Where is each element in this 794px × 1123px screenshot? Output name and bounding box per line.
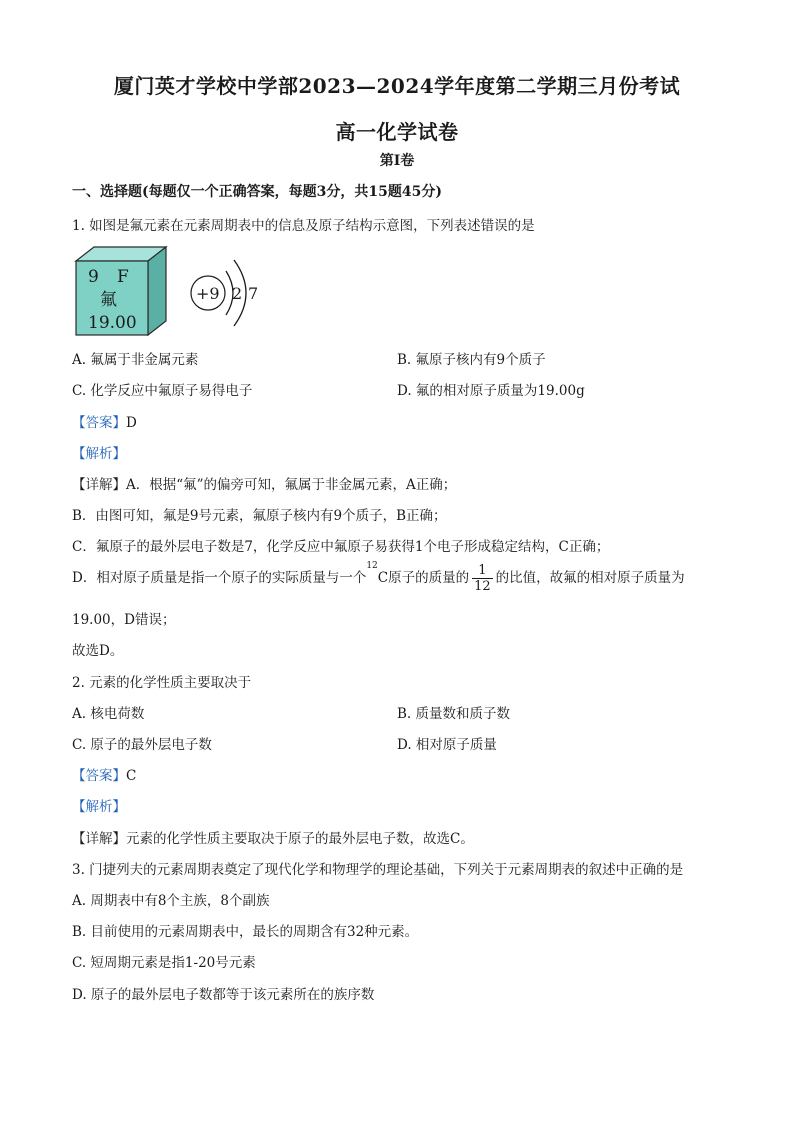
q1-option-a: A. 氟属于非金属元素 <box>72 352 199 368</box>
answer-label: 【答案】 <box>72 415 126 431</box>
detail-label: 【详解】 <box>72 477 126 493</box>
q1-option-d: D. 氟的相对原子质量为19.00g <box>397 383 585 399</box>
element-cell-side <box>148 247 166 335</box>
q1-detail-d <box>72 563 685 594</box>
q3-option-d: D. 原子的最外层电子数都等于该元素所在的族序数 <box>72 987 375 1003</box>
q1-analysis-label <box>72 442 126 462</box>
detail-text: 元素的化学性质主要取决于原子的最外层电子数，故选C。 <box>126 831 474 847</box>
nucleus-charge: +9 <box>196 284 220 303</box>
detail-label: 【详解】 <box>72 831 126 847</box>
shell-1-electrons: 2 <box>232 284 243 303</box>
q2-option-c: C. 原子的最外层电子数 <box>72 737 212 753</box>
element-name: 氟 <box>100 290 117 310</box>
q1-detail-a <box>72 473 456 493</box>
q3-option-a: A. 周期表中有8个主族，8个副族 <box>72 893 270 909</box>
shell-2-electrons: 7 <box>248 284 259 303</box>
isotope-superscript: 12 <box>366 561 378 571</box>
fraction-numerator: 1 <box>472 563 493 579</box>
q1-option-c: C. 化学反应中氟原子易得电子 <box>72 383 253 399</box>
detail-d-mid: C原子的质量的 <box>377 570 470 586</box>
q2-analysis-label <box>72 795 126 815</box>
q1-conclusion: 故选D。 <box>72 643 124 659</box>
atomic-mass: 19.00 <box>88 313 137 333</box>
q1-detail-d-line2: 19.00，D错误； <box>72 612 176 628</box>
q1-detail-c: C．氟原子的最外层电子数是7，化学反应中氟原子易获得1个电子形成稳定结构，C正确； <box>72 539 610 555</box>
q3-option-b: B. 目前使用的元素周期表中，最长的周期含有32种元素。 <box>72 924 419 940</box>
answer-value: D <box>126 415 137 431</box>
q2-detail <box>72 827 474 847</box>
detail-d-post: 的比值，故氟的相对原子质量为 <box>495 570 685 586</box>
q1-answer <box>72 411 137 431</box>
atomic-number: 9 <box>88 267 99 287</box>
q2-stem: 2. 元素的化学性质主要取决于 <box>72 675 252 691</box>
fluorine-figure <box>74 245 274 345</box>
q1-detail-b: B．由图可知，氟是9号元素，氟原子核内有9个质子，B正确； <box>72 508 447 524</box>
q2-option-a: A. 核电荷数 <box>72 706 145 722</box>
q2-option-b: B. 质量数和质子数 <box>397 706 511 722</box>
element-symbol: F <box>117 267 129 287</box>
q3-stem: 3. 门捷列夫的元素周期表奠定了现代化学和物理学的理论基础，下列关于元素周期表的叙述中正确的是 <box>72 862 684 878</box>
exam-subtitle: 高一化学试卷 <box>335 120 459 144</box>
volume-label: 第I卷 <box>379 153 415 169</box>
exam-title: 厦门英才学校中学部2023—2024学年度第二学期三月份考试 <box>113 74 681 98</box>
analysis-label: 【解析】 <box>72 799 126 815</box>
fraction <box>472 563 493 594</box>
q1-option-b: B. 氟原子核内有9个质子 <box>397 352 546 368</box>
section-heading: 一、选择题(每题仅一个正确答案，每题3分，共15题45分) <box>72 184 442 200</box>
q3-option-c: C. 短周期元素是指1-20号元素 <box>72 955 256 971</box>
q2-option-d: D. 相对原子质量 <box>397 737 497 753</box>
q2-answer <box>72 764 136 784</box>
detail-a-text: A．根据“氟”的偏旁可知，氟属于非金属元素，A正确； <box>126 477 457 493</box>
fraction-denominator: 12 <box>474 579 491 594</box>
analysis-label: 【解析】 <box>72 446 126 462</box>
q1-stem: 1. 如图是氟元素在元素周期表中的信息及原子结构示意图，下列表述错误的是 <box>72 218 535 234</box>
answer-label: 【答案】 <box>72 768 126 784</box>
answer-value: C <box>126 768 137 784</box>
detail-d-pre: D．相对原子质量是指一个原子的实际质量与一个 <box>72 570 367 586</box>
